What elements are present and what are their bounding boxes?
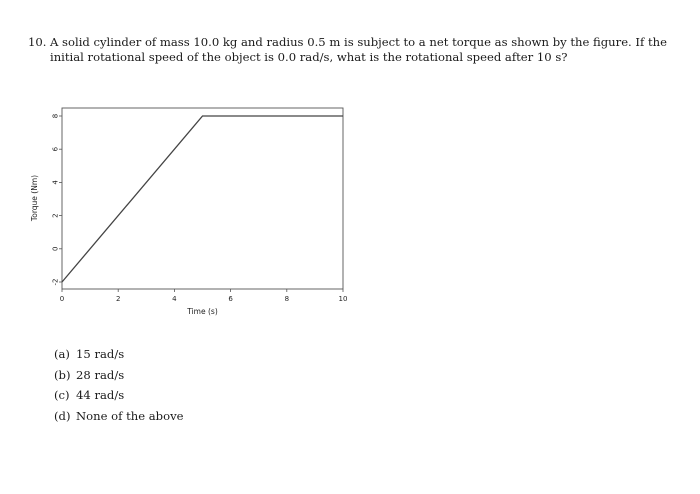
- y-axis-ticks: [52, 114, 63, 286]
- y-tick-label: -2: [51, 278, 60, 286]
- choice-c-text: 44 rad/s: [76, 388, 125, 402]
- torque-series-line: [62, 116, 343, 282]
- choice-a-text: 15 rad/s: [76, 347, 125, 361]
- plot-frame: [62, 108, 343, 289]
- y-tick-label: 8: [51, 113, 60, 119]
- y-tick-label: 2: [51, 213, 60, 218]
- choice-d-label: (d): [54, 408, 71, 423]
- x-tick-label: 8: [284, 295, 290, 303]
- y-tick-label: 4: [51, 180, 60, 185]
- x-axis-ticks: [60, 289, 348, 303]
- question-line-2: initial rotational speed of the object is 0.0 rad/s, what is the rotational speed after 10 s?: [50, 50, 568, 64]
- choice-c[interactable]: [54, 385, 184, 406]
- x-tick-label: 0: [59, 295, 65, 303]
- choice-a-label: (a): [54, 347, 70, 361]
- y-axis-label: Torque (Nm): [30, 174, 39, 222]
- x-axis-label: Time (s): [187, 307, 218, 316]
- choice-b[interactable]: [54, 365, 184, 386]
- y-tick-label: 6: [51, 146, 60, 152]
- choice-b-label: (b): [54, 367, 71, 382]
- x-tick-label: 6: [228, 295, 233, 303]
- x-tick-label: 2: [115, 295, 121, 303]
- choice-d[interactable]: [54, 406, 184, 427]
- y-tick-label: 0: [51, 246, 60, 252]
- question-line-1: A solid cylinder of mass 10.0 kg and radius 0.5 m is subject to a net torque as shown by the figure. If the: [50, 35, 667, 49]
- question-number: 10.: [28, 35, 47, 49]
- choice-b-text: 28 rad/s: [76, 367, 125, 382]
- choice-a[interactable]: [54, 344, 184, 365]
- choice-c-label: (c): [54, 388, 70, 402]
- choice-d-text: None of the above: [76, 408, 184, 423]
- x-tick-label: 4: [172, 295, 177, 303]
- x-tick-label: 10: [338, 295, 348, 303]
- answer-choices: [54, 344, 184, 426]
